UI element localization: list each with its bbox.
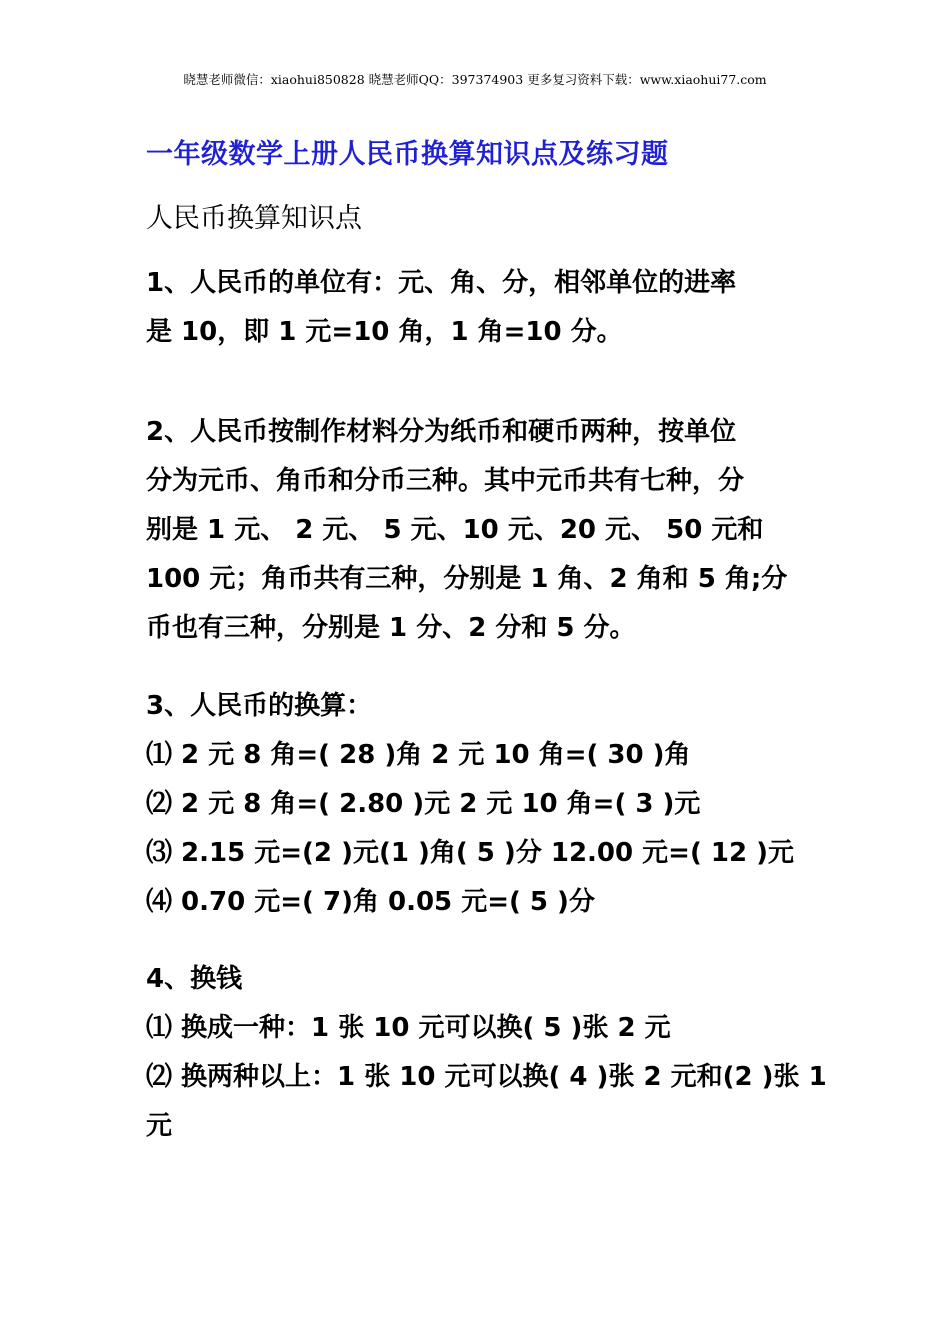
exercise-line: ⑶ 2.15 元=(2 )元(1 )角( 5 )分 12.00 元=( 12 )元 bbox=[146, 838, 794, 868]
exercise-line: ⑵ 2 元 8 角=( 2.80 )元 2 元 10 角=( 3 )元 bbox=[146, 789, 701, 819]
paragraph-line: 是 10，即 1 元=10 角，1 角=10 分。 bbox=[146, 317, 623, 347]
exercise-line: ⑴ 2 元 8 角=( 28 )角 2 元 10 角=( 30 )角 bbox=[146, 740, 691, 770]
paragraph-line: 1、人民币的单位有：元、角、分，相邻单位的进率 bbox=[146, 268, 737, 298]
exercise-line: 元 bbox=[146, 1111, 173, 1141]
paragraph-line: 2、人民币按制作材料分为纸币和硬币两种，按单位 bbox=[146, 417, 737, 447]
section-4 bbox=[146, 955, 826, 1151]
section-2 bbox=[146, 408, 826, 653]
document-title: 一年级数学上册人民币换算知识点及练习题 bbox=[146, 139, 669, 170]
exercise-line: ⑵ 换两种以上：1 张 10 元可以换( 4 )张 2 元和(2 )张 1 bbox=[146, 1062, 827, 1092]
section-subtitle: 人民币换算知识点 bbox=[146, 203, 362, 234]
section-1 bbox=[146, 259, 826, 357]
header-contact-line: 晓慧老师微信：xiaohui850828 晓慧老师QQ：397374903 更多复习资料下载：www.xiaohui77.com bbox=[183, 72, 767, 87]
exercise-line: ⑴ 换成一种：1 张 10 元可以换( 5 )张 2 元 bbox=[146, 1013, 671, 1043]
paragraph-line: 分为元币、角币和分币三种。其中元币共有七种，分 bbox=[146, 466, 745, 496]
paragraph-line: 4、换钱 bbox=[146, 964, 243, 994]
paragraph-line: 币也有三种，分别是 1 分、2 分和 5 分。 bbox=[146, 613, 636, 643]
exercise-line: ⑷ 0.70 元=( 7)角 0.05 元=( 5 )分 bbox=[146, 887, 595, 917]
paragraph-line: 别是 1 元、 2 元、 5 元、10 元、20 元、 50 元和 bbox=[146, 515, 764, 545]
paragraph-line: 100 元；角币共有三种，分别是 1 角、2 角和 5 角;分 bbox=[146, 564, 788, 594]
paragraph-line: 3、人民币的换算： bbox=[146, 691, 373, 721]
section-3 bbox=[146, 682, 826, 927]
